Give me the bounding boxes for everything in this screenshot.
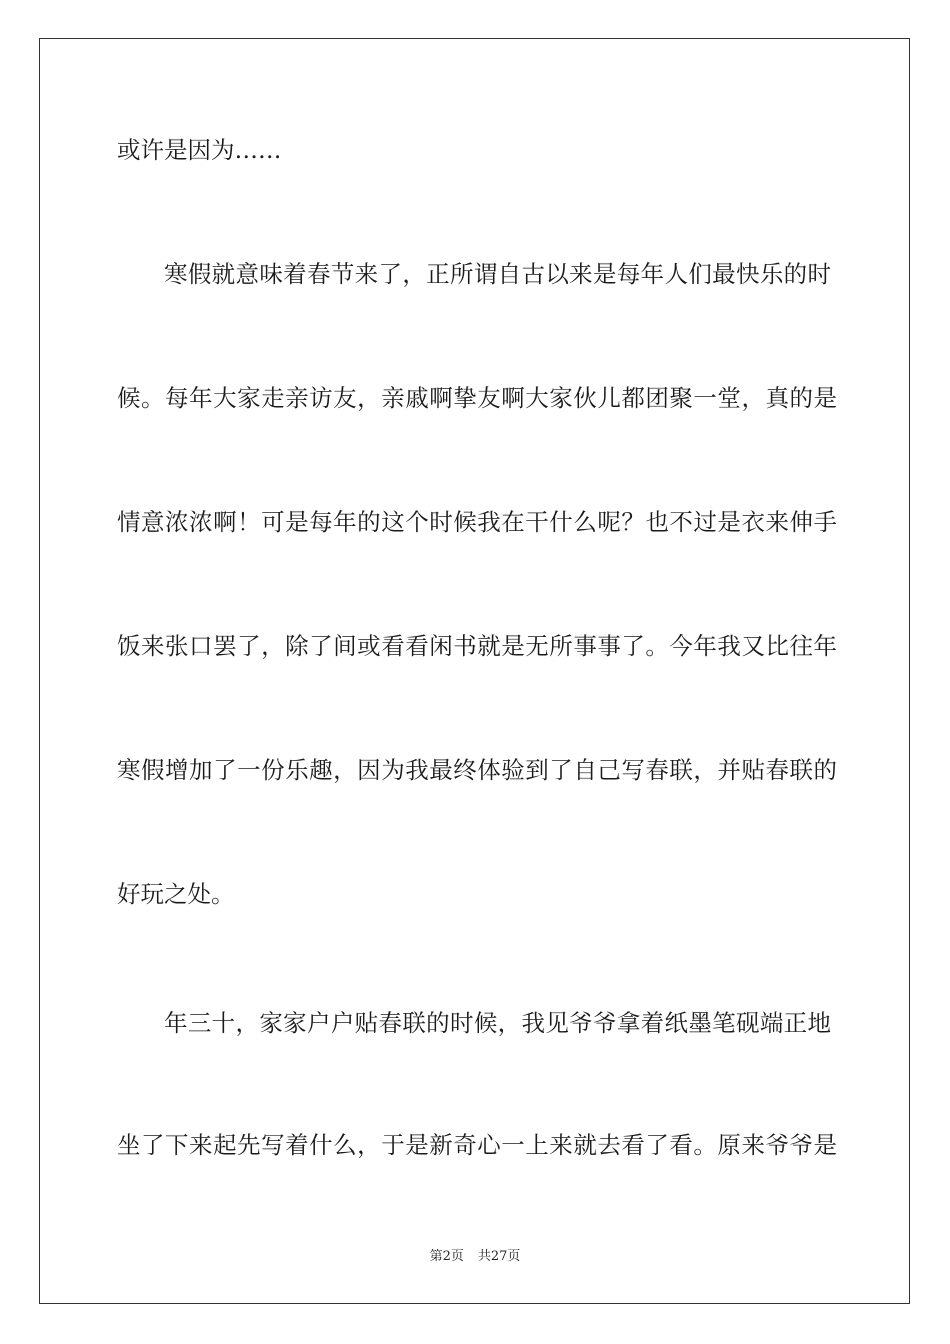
text-line-4: 情意浓浓啊！可是每年的这个时候我在干什么呢？也不过是衣来伸手 (117, 508, 837, 536)
page-footer (0, 1247, 950, 1267)
text-line-6: 寒假增加了一份乐趣，因为我最终体验到了自己写春联，并贴春联的 (117, 756, 837, 784)
text-line-7: 好玩之处。 (117, 880, 235, 908)
page-number: 第2页 (429, 1249, 464, 1264)
page-border (39, 38, 910, 1304)
text-line-9: 坐了下来起先写着什么，于是新奇心一上来就去看了看。原来爷爷是 (117, 1131, 837, 1159)
text-line-3: 候。每年大家走亲访友，亲戚啊挚友啊大家伙儿都团聚一堂，真的是 (117, 384, 837, 412)
text-line-2: 寒假就意味着春节来了，正所谓自古以来是每年人们最快乐的时 (164, 260, 831, 288)
text-line-8: 年三十，家家户户贴春联的时候，我见爷爷拿着纸墨笔砚端正地 (164, 1009, 831, 1037)
page-total: 共27页 (477, 1249, 521, 1264)
text-line-5: 饭来张口罢了，除了间或看看闲书就是无所事事了。今年我又比往年 (117, 632, 837, 660)
text-line-1: 或许是因为…… (117, 136, 282, 164)
